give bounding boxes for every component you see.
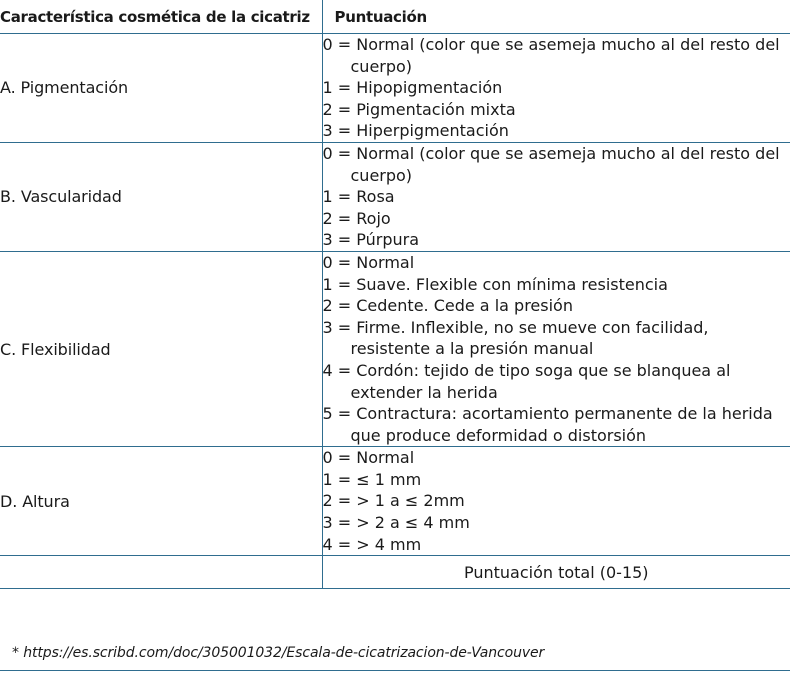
score-item: 3 = Firme. Inflexible, no se mueve con facilidad, resistente a la presión manual xyxy=(322,317,709,359)
score-item: 0 = Normal xyxy=(322,448,415,468)
characteristic-label: C. Flexibilidad xyxy=(0,251,322,446)
total-empty-cell xyxy=(0,556,322,589)
score-item: 3 = > 2 a ≤ 4 mm xyxy=(322,513,470,533)
characteristic-label: B. Vascularidad xyxy=(0,142,322,251)
score-list xyxy=(322,142,790,251)
score-item: 0 = Normal (color que se asemeja mucho al del resto del cuerpo) xyxy=(322,143,780,185)
score-item: 1 = ≤ 1 mm xyxy=(322,469,422,489)
characteristic-label: A. Pigmentación xyxy=(0,34,322,143)
score-item: 2 = Cedente. Cede a la presión xyxy=(322,296,573,316)
score-item: 2 = Pigmentación mixta xyxy=(322,99,516,119)
score-item: 1 = Rosa xyxy=(322,187,395,207)
score-item: 2 = > 1 a ≤ 2mm xyxy=(322,491,465,511)
footnote-bottom-rule xyxy=(0,670,790,671)
score-list xyxy=(322,34,790,143)
score-item: 4 = Cordón: tejido de tipo soga que se blanquea al extender la herida xyxy=(322,360,731,402)
score-item: 5 = Contractura: acortamiento permanente de la herida que produce deformidad o distorsión xyxy=(322,404,773,445)
table-row xyxy=(0,142,790,251)
score-item: 0 = Normal xyxy=(322,252,415,272)
score-item: 3 = Hiperpigmentación xyxy=(322,121,509,141)
score-item: 4 = > 4 mm xyxy=(322,534,422,554)
table-body xyxy=(0,34,790,556)
table-row xyxy=(0,34,790,143)
header-score: Puntuación xyxy=(334,7,427,26)
score-item: 0 = Normal (color que se asemeja mucho al del resto del cuerpo) xyxy=(322,35,780,76)
score-item: 1 = Suave. Flexible con mínima resistencia xyxy=(322,274,668,294)
total-row xyxy=(0,556,790,589)
score-list xyxy=(322,447,790,556)
score-item: 1 = Hipopigmentación xyxy=(322,78,503,98)
score-list xyxy=(322,251,790,446)
score-item: 3 = Púrpura xyxy=(322,230,420,250)
table-row xyxy=(0,447,790,556)
source-footnote: * https://es.scribd.com/doc/305001032/Escala-de-cicatrizacion-de-Vancouver xyxy=(12,645,545,661)
score-item: 2 = Rojo xyxy=(322,208,391,228)
total-score-label: Puntuación total (0-15) xyxy=(463,562,649,582)
table-row xyxy=(0,251,790,446)
table-header-row xyxy=(0,0,790,34)
characteristic-label: D. Altura xyxy=(0,447,322,556)
header-characteristic: Característica cosmética de la cicatriz xyxy=(0,0,322,34)
